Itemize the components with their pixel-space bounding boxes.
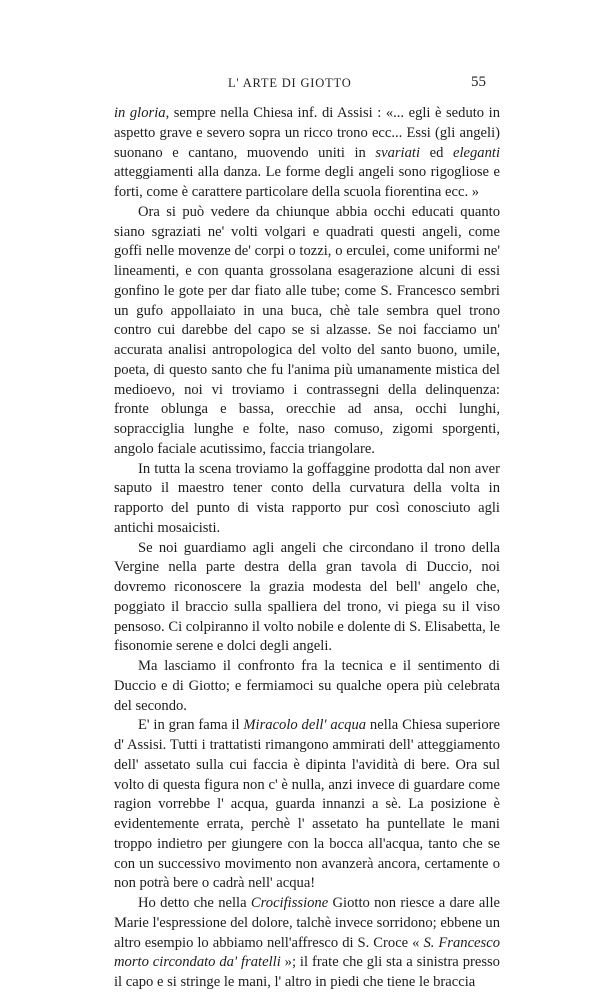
paragraph [114,657,500,716]
text-run: Giotto non riesce a dare alle Marie l'espressione del dolore, talchè invece sorridono; ebbene un altro esempio lo abbiamo nell'affresco di S. Croce « [114,895,500,951]
text-run: Ora si può vedere da chiunque abbia occhi educati quanto siano sgraziati ne' volti volgari e quadrati questi angeli, come goffi nelle movenze de' corpi o tozzi, o erculei, come uniformi ne' lineamenti, e con quanta grossolana esagerazione alcuni di essi gonfino le gote per dar fiato alle tube; come S. Francesco sembri un gufo appollaiato in una buca, chè tale sembra quel trono contro cui darebbe del capo se si alzasse. Se noi facciamo un' accurata analisi antropologica del volto del santo buono, umile, poeta, di questo santo che fu l'anima più umanamente mistica del medioevo, noi vi troviamo i contrassegni della delinquenza: fronte oblunga e bassa, orecchie ad ansa, occhi lunghi, sopracciglia lunghe e folte, naso comuso, zigomi sporgenti, angolo faciale acutissimo, faccia triangolare. [114,203,500,457]
body-text [114,104,500,993]
text-run: E' in gran fama il [138,717,244,734]
paragraph [114,894,500,993]
italic-text: Miracolo dell' acqua [243,717,367,734]
paragraph [114,539,500,658]
italic-text: Crocifissione [250,895,329,911]
running-title: L' ARTE DI GIOTTO [228,76,352,90]
text-run: ed [420,144,453,161]
text-run: Ho detto che nella [138,895,251,911]
text-run: Se noi guardiamo agli angeli che circondano il trono della Vergine nella parte destra della gran tavola di Duccio, noi dovremo riconoscere la grazia modesta del bell' angelo che, poggiato il braccio sulla spalliera del trono, vi piega su il viso pensoso. Ci colpiranno il volto nobile e dolente di S. Elisabetta, le fisonomie serene e dolci degli angeli. [114,539,500,655]
text-run: nella Chiesa superiore d' Assisi. Tutti i trattatisti rimangono ammirati dell' atteggiamento dell' assetato sulla cui faccia è dipinta l'avidità di bere. Ora sul volto di questa figura non c' è nulla, anzi invece di guardare come ragion vorrebbe l' acqua, guarda innanzi a sè. La posizione è evidentemente errata, perchè l' assetato ha puntellate le mani troppo indietro per giungere con la bocca all'acqua, tanto che se con un successivo movimento non avanzerà ancora, certamente o non potrà bere o cadrà nell' acqua! [114,717,500,892]
paragraph [114,460,500,539]
italic-text: eleganti [452,144,500,161]
text-run: »; il frate che gli sta a sinistra presso il capo e si stringe le mani, l' altro in piedi che tiene le braccia [114,954,500,990]
text-run: atteggiamenti alla danza. Le forme degli angeli sono rigogliose e forti, come è carattere particolare della scuola fiorentina ecc. » [114,164,500,200]
italic-text: S. Francesco morto circondato da' fratelli [114,934,500,971]
paragraph [114,203,500,460]
page-header [0,76,605,96]
paragraph [114,104,500,203]
paragraph [114,716,500,894]
text-run: Ma lasciamo il confronto fra la tecnica e il sentimento di Duccio e di Giotto; e fermiamoci su qualche opera più celebrata del secondo. [114,658,500,714]
italic-text: in gloria [114,105,166,121]
page-number: 55 [471,74,486,90]
italic-text: svariati [375,144,421,161]
text-run: , sempre nella Chiesa inf. di Assisi : «... egli è seduto in aspetto grave e severo sopra un ricco trono ecc... Essi (gli angeli) suonano e cantano, muovendo uniti in [114,105,500,161]
text-run: In tutta la scena troviamo la goffaggine prodotta dal non aver saputo il maestro tener conto della curvatura della volta in rapporto del punto di vista rapporto pur così conosciuto agli antichi mosaicisti. [114,460,500,536]
